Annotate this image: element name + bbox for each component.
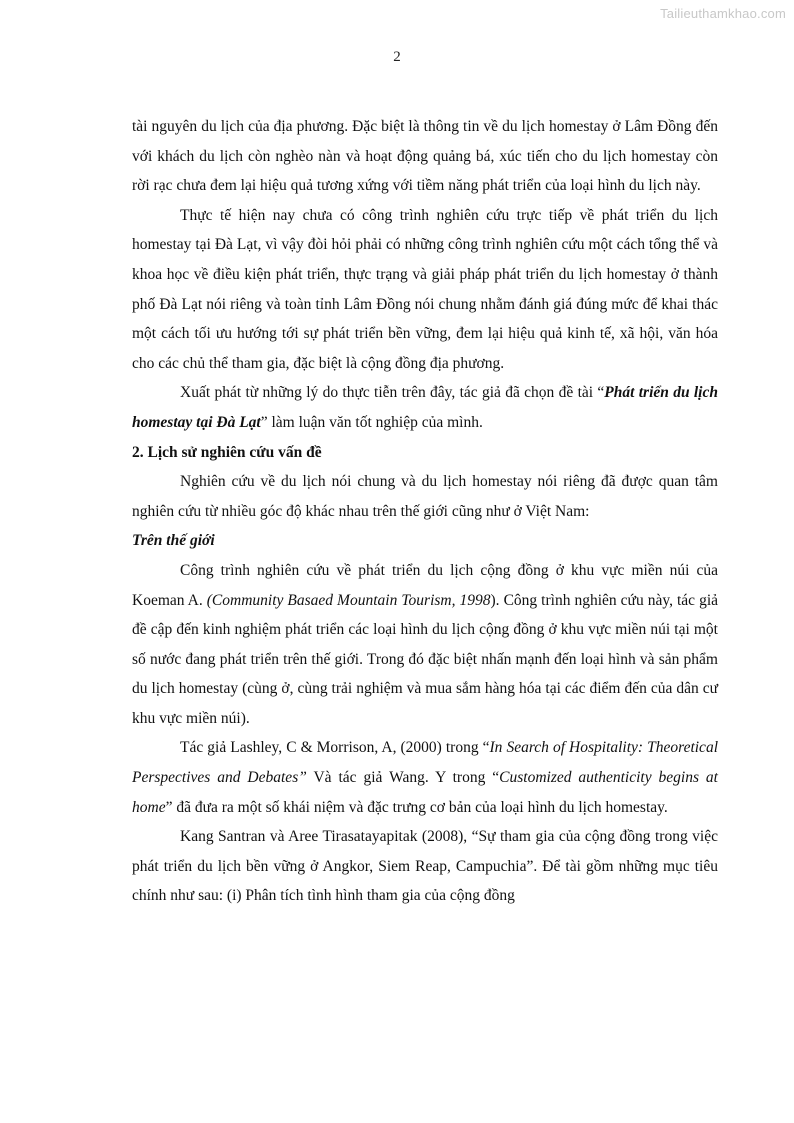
citation-lashley: In Search of Hospitality: Theoretical Perspectives and Debates” <box>132 739 718 787</box>
document-body <box>132 112 718 911</box>
paragraph-6-text-b: Và tác giả Wang. Y trong “ <box>306 769 500 787</box>
paragraph-1: tài nguyên du lịch của địa phương. Đặc biệt là thông tin về du lịch homestay ở Lâm Đồng đến với khách du lịch còn nghèo nàn và hoạt động quảng bá, xúc tiến cho du lịch homestay còn rời rạc chưa đem lại hiệu quả tương xứng với tiềm năng phát triển của loại hình du lịch này. <box>132 118 718 195</box>
paragraph-5-text-b: ). Công trình nghiên cứu này, tác giả đề cập đến kinh nghiệm phát triển các loại hình du lịch cộng đồng ở khu vực miền núi tại một số nước đang phát triển trên thế giới. Trong đó đặc biệt nhấn mạnh đến loại hình và sản phẩm du lịch homestay (cùng ở, cùng trải nghiệm và mua sắm hàng hóa tại các điểm đến của dân cư khu vực miền núi). <box>132 591 718 727</box>
watermark-text: Tailieuthamkhao.com <box>660 6 786 21</box>
paragraph-7: Kang Santran và Aree Tirasatayapitak (2008), “Sự tham gia của cộng đồng trong việc phát triển du lịch bền vững ở Angkor, Siem Reap, Campuchia”. Để tài gồm những mục tiêu chính như sau: (i) Phân tích tình hình tham gia của cộng đồng <box>132 828 718 905</box>
paragraph-2: Thực tế hiện nay chưa có công trình nghiên cứu trực tiếp về phát triển du lịch homestay tại Đà Lạt, vì vậy đòi hỏi phải có những công trình nghiên cứu một cách tổng thể và khoa học về điều kiện phát triển, thực trạng và giải pháp phát triển du lịch homestay ở thành phố Đà Lạt nói riêng và toàn tỉnh Lâm Đồng nói chung nhằm đánh giá đúng mức để khai thác một cách tối ưu hướng tới sự phát triển bền vững, đem lại hiệu quả kinh tế, xã hội, văn hóa cho các chủ thể tham gia, đặc biệt là cộng đồng địa phương. <box>132 206 718 372</box>
paragraph-6-text-c: ” đã đưa ra một số khái niệm và đặc trưng cơ bản của loại hình du lịch homestay. <box>165 798 668 816</box>
paragraph-5-text-a: Công trình nghiên cứu về phát triển du lịch cộng đồng ở khu vực miền núi của Koeman A. <box>132 561 718 609</box>
page-number: 2 <box>393 49 401 65</box>
section-heading: 2. Lịch sử nghiên cứu vấn đề <box>132 443 322 461</box>
citation-koeman: (Community Basaed Mountain Tourism, 1998 <box>206 591 491 609</box>
paragraph-4: Nghiên cứu về du lịch nói chung và du lịch homestay nói riêng đã được quan tâm nghiên cứu từ nhiều góc độ khác nhau trên thế giới cũng như ở Việt Nam: <box>132 473 718 520</box>
paragraph-6-text-a: Tác giả Lashley, C & Morrison, A, (2000) trong “ <box>180 739 490 757</box>
paragraph-6 <box>132 733 718 822</box>
paragraph-3-text-b: ” làm luận văn tốt nghiệp của mình. <box>260 413 483 431</box>
paragraph-5 <box>132 556 718 734</box>
paragraph-3 <box>132 378 718 437</box>
subheading-world: Trên thế giới <box>132 532 215 550</box>
paragraph-3-text-a: Xuất phát từ những lý do thực tiễn trên đây, tác giả đã chọn đề tài “ <box>180 384 605 402</box>
citation-wang: Customized authenticity begins at home <box>132 769 718 816</box>
thesis-title: Phát triển du lịch homestay tại Đà Lạt <box>132 384 718 431</box>
